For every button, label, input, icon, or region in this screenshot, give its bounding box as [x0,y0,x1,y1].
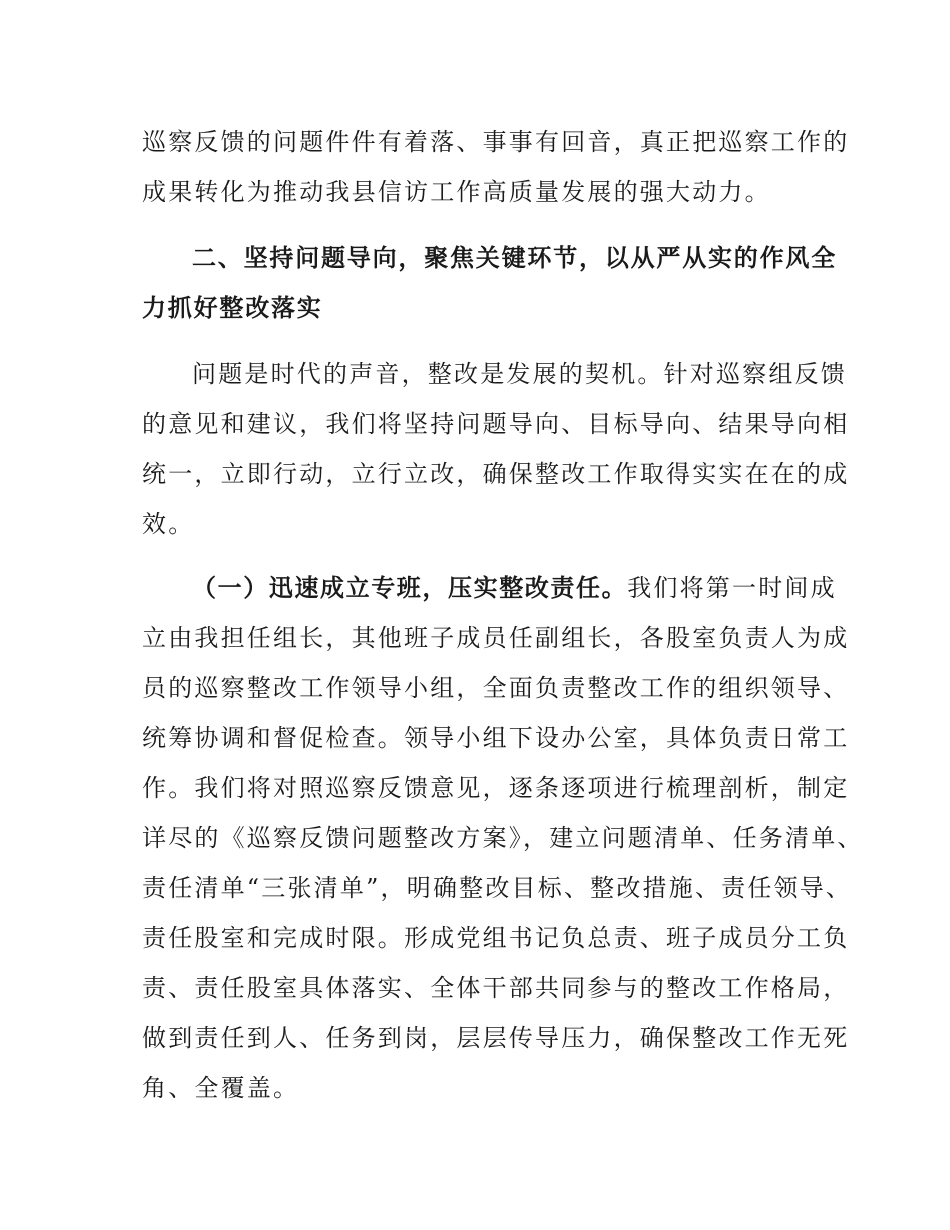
paragraph-line: 责任清单“三张清单”，明确整改目标、整改措施、责任领导、 [142,874,853,902]
paragraph-line: 作。我们将对照巡察反馈意见，逐条逐项进行梳理剖析，制定 [142,774,850,802]
subsection-heading: （一）迅速成立专班，压实整改责任。 [192,574,628,602]
section-heading-line: 力抓好整改落实 [142,294,323,322]
paragraph-line: 详尽的《巡察反馈问题整改方案》，建立问题清单、任务清单、 [142,824,864,852]
paragraph-line: 的意见和建议，我们将坚持问题导向、目标导向、结果导向相 [142,410,850,438]
paragraph-line: 统筹协调和督促检查。领导小组下设办公室，具体负责日常工 [142,724,850,752]
paragraph-line: 统一，立即行动，立行立改，确保整改工作取得实实在在的成 [142,460,850,488]
subsection-first-line [192,568,837,608]
paragraph-line: 做到责任到人、任务到岗，层层传导压力，确保整改工作无死 [142,1024,850,1052]
section-heading-line: 二、坚持问题导向，聚焦关键环节，以从严从实的作风全 [192,244,837,272]
paragraph-line: 成果转化为推动我县信访工作高质量发展的强大动力。 [142,178,771,206]
paragraph-line: 巡察反馈的问题件件有着落、事事有回音，真正把巡察工作的 [142,128,850,156]
subsection-first-line-text: 我们将第一时间成 [627,574,837,602]
paragraph-line: 问题是时代的声音，整改是发展的契机。针对巡察组反馈 [192,360,847,388]
paragraph-line: 效。 [142,510,195,538]
paragraph-line: 责、责任股室具体落实、全体干部共同参与的整改工作格局， [142,974,850,1002]
paragraph-line: 责任股室和完成时限。形成党组书记负总责、班子成员分工负 [142,924,850,952]
paragraph-line: 员的巡察整改工作领导小组，全面负责整改工作的组织领导、 [142,674,850,702]
paragraph-line: 立由我担任组长，其他班子成员任副组长，各股室负责人为成 [142,624,850,652]
paragraph-line: 角、全覆盖。 [142,1074,300,1102]
